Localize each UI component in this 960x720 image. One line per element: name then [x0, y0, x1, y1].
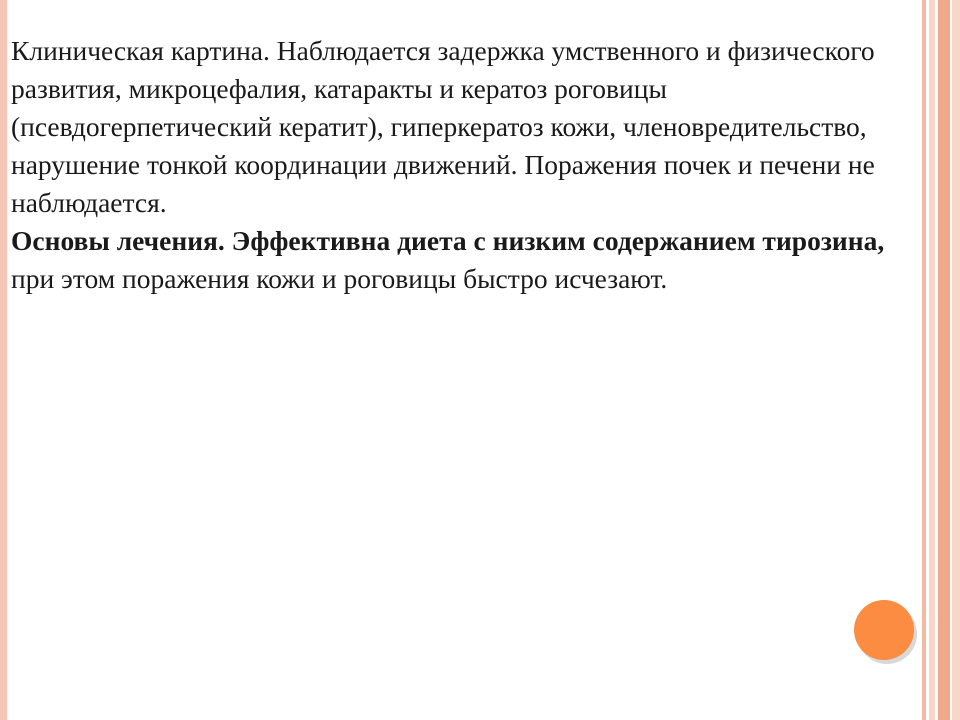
right-stripe-4 — [952, 0, 960, 720]
left-accent-bar — [0, 0, 7, 720]
orange-circle-decoration — [854, 600, 914, 660]
treatment-paragraph — [11, 222, 891, 298]
right-stripe-1 — [922, 0, 926, 720]
clinical-picture-paragraph: Клиническая картина. Наблюдается задержка умственного и физического развития, микроцефалия, катаракты и кератоз роговицы (псевдогерпетический кератит), гиперкератоз кожи, членовредительство, нарушение тонкой координации движений. Поражения почек и печени не наблюдается. — [11, 35, 875, 218]
treatment-bold-text: Основы лечения. Эффективна диета с низким содержанием тирозина, — [11, 225, 885, 256]
treatment-rest-text: при этом поражения кожи и роговицы быстро исчезают. — [11, 263, 668, 294]
right-stripe-3 — [938, 0, 950, 720]
right-stripe-2 — [929, 0, 935, 720]
slide-body-text — [11, 32, 891, 298]
